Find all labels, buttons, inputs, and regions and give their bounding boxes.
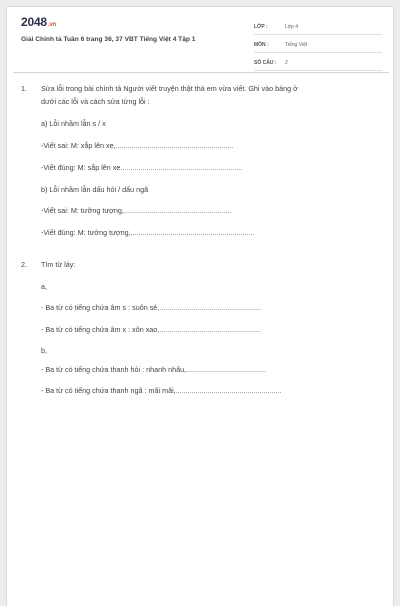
answer-text: -Viết sai: M: tưỡng tượng, [41,206,124,215]
answer-blank[interactable]: ...................................................... [123,206,232,215]
answer-line [41,386,282,395]
question-prompt: Tìm từ láy: [41,260,76,269]
question-number: 2. [21,260,27,269]
answer-blank[interactable]: ........................................ [186,365,266,374]
answer-text: a, [41,282,47,291]
answer-text: - Ba từ có tiếng chứa âm s : suôn sẻ, [41,303,160,312]
answer-line [41,303,261,312]
question-prompt: dưới các lỗi và cách sửa từng lỗi : [41,97,150,106]
header-divider [13,72,389,73]
answer-line [41,365,266,374]
answer-blank[interactable]: ................................................... [159,325,262,334]
meta-label: SỐ CÂU : [254,60,277,66]
answer-blank[interactable]: ................................................... [159,303,262,312]
meta-value: Lớp 4 [285,24,299,30]
answer-text: -Viết sai: M: xắp lên xe, [41,141,116,150]
answer-text: - Ba từ có tiếng chứa thanh ngã : mãi mãi, [41,386,176,395]
answer-line [41,346,47,355]
meta-value: Tiếng Việt [285,42,308,48]
answer-line [41,282,47,291]
answer-line [41,141,233,150]
answer-text: a) Lỗi nhầm lẫn s / x [41,119,106,128]
answer-text: b, [41,346,47,355]
answer-text: -Viết đúng: M: tưởng tượng, [41,228,131,237]
site-logo[interactable] [21,15,56,29]
answer-blank[interactable]: .............................................................. [130,228,255,237]
meta-row-question-count [254,55,382,71]
meta-table [254,19,382,73]
question-prompt: Sửa lỗi trong bài chính tả Người viết truyện thật thà em vừa viết. Ghi vào bảng ở [41,84,298,93]
answer-text: - Ba từ có tiếng chứa âm x : xôn xao, [41,325,160,334]
meta-label: LỚP : [254,24,268,30]
meta-row-class [254,19,382,35]
answer-blank[interactable]: ..................................................... [175,386,282,395]
document-title: Giải Chính tả Tuần 6 trang 36, 37 VBT Tiếng Việt 4 Tập 1 [21,36,196,43]
answer-line [41,206,232,215]
answer-line [41,119,106,128]
worksheet-page [6,6,394,606]
answer-text: b) Lỗi nhầm lẫn dấu hỏi / dấu ngã [41,185,149,194]
answer-text: -Viết đúng: M: sắp lên xe. [41,163,123,172]
meta-value: 2 [285,60,288,66]
meta-row-subject [254,37,382,53]
answer-text: - Ba từ có tiếng chứa thanh hỏi : nhanh nhẩu, [41,365,187,374]
answer-line [41,185,148,194]
answer-line [41,325,261,334]
answer-blank[interactable]: ........................................................... [115,141,234,150]
answer-blank[interactable]: ............................................................ [122,163,243,172]
logo-suffix: .vn [47,22,56,28]
answer-line [41,228,254,237]
question-number: 1. [21,84,27,93]
logo-text: 2048 [21,15,47,29]
answer-line [41,163,242,172]
meta-label: MÔN : [254,42,269,48]
